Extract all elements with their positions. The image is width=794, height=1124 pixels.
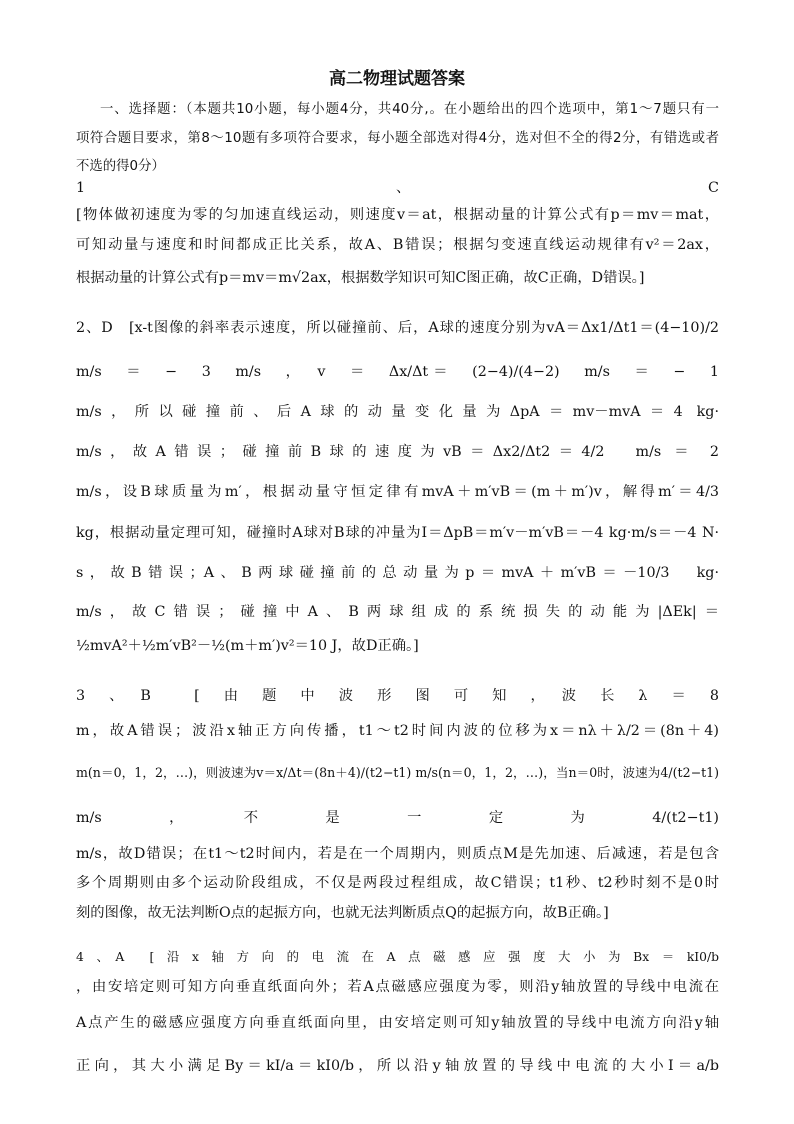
q4-line: A点产生的磁感应强度方向垂直纸面向里，由安培定则可知y轴放置的导线中电流方向沿y轴 xyxy=(76,1015,719,1031)
q2-line: m/s ＝ − 3 m/s ， v ＝ Δx/Δt＝ (2−4)/(4−2) m/s ＝ − 1 xyxy=(76,364,719,380)
q2-line: s，故B错误；A、B两球碰撞前的总动量为p＝mvA＋m′vB＝－10/3 kg· xyxy=(76,565,719,581)
q2-line: 2、D [x-t图像的斜率表示速度，所以碰撞前、后，A球的速度分别为vA＝Δx1/Δt1＝(4−10)/2 xyxy=(76,320,719,336)
q1-number: 1 xyxy=(76,180,86,196)
section-intro-line: 不选的得0分） xyxy=(76,159,165,174)
q4-line: 正向，其大小满足By＝kI/a＝kI0/b，所以沿y轴放置的导线中电流的大小I＝a/b xyxy=(76,1058,719,1074)
q2-line: m/s，设B球质量为m′，根据动量守恒定律有mvA＋m′vB＝(m＋m′)v，解得m′＝4/3 xyxy=(76,484,719,500)
q4-line: 4 、 A [ 沿 x 轴 方 向 的 电 流 在 A 点 磁 感 应 强 度 大 小 为 Bx ＝ kI0/b xyxy=(76,950,719,964)
q1-answer: C xyxy=(708,180,719,196)
q2-line: m/s，故A错误；碰撞前B球的速度为vB＝Δx2/Δt2＝4/2 m/s ＝ 2 xyxy=(76,444,719,460)
q2-line: m/s，所以碰撞前、后A球的动量变化量为ΔpA＝mv－mvA＝4 kg· xyxy=(76,404,719,420)
q1-line: [物体做初速度为零的匀加速直线运动，则速度v＝at，根据动量的计算公式有p＝mv＝mat， xyxy=(76,207,719,223)
q3-line: 多个周期则由多个运动阶段组成，不仅是两段过程组成，故C错误；t1秒、t2秒时刻不是0时 xyxy=(76,875,719,891)
q2-line: kg，根据动量定理可知，碰撞时A球对B球的冲量为I＝ΔpB＝m′v－m′vB＝－4 kg·m/s＝－4 N· xyxy=(76,525,719,541)
q3-line: 刻的图像，故无法判断O点的起振方向，也就无法判断质点Q的起振方向，故B正确。] xyxy=(76,905,609,921)
page-title: 高二物理试题答案 xyxy=(329,69,465,89)
q3-line: m/s，故D错误；在t1～t2时间内，若是在一个周期内，则质点M是先加速、后减速，若是包含 xyxy=(76,846,719,862)
q3-line: m，故A错误；波沿x轴正方向传播，t1～t2时间内波的位移为x＝nλ＋λ/2＝(8n＋4) xyxy=(76,723,719,739)
section-intro-line: 项符合题目要求，第8～10题有多项符合要求，每小题全部选对得4分，选对但不全的得2分，有错选或者 xyxy=(76,131,719,146)
q3-line: m/s ， 不 是 一 定 为 4/(t2−t1) xyxy=(76,810,719,826)
q1-separator: 、 xyxy=(396,180,411,196)
q1-line: 根据动量的计算公式有p＝mv＝m√2ax，根据数学知识可知C图正确，故C正确，D错误。] xyxy=(76,270,645,286)
q2-line: ½mvA²＋½m′vB²－½(m＋m′)v²＝10 J，故D正确。] xyxy=(76,638,419,654)
q4-line: ，由安培定则可知方向垂直纸面向外；若A点磁感应强度为零，则沿y轴放置的导线中电流在 xyxy=(76,979,719,995)
q3-line: 3 、 B [ 由 题 中 波 形 图 可 知 ， 波 长 λ ＝ 8 xyxy=(76,688,719,704)
q1-line: 可知动量与速度和时间都成正比关系，故A、B错误；根据匀变速直线运动规律有v²＝2ax， xyxy=(76,237,719,253)
section-intro-line: 一、选择题：（本题共10小题，每小题4分，共40分,。在小题给出的四个选项中，第1～7题只有一 xyxy=(100,102,719,117)
q3-line: m(n＝0，1，2，…)，则波速为v＝x/Δt＝(8n＋4)/(t2−t1) m/s(n＝0，1，2，…)，当n＝0时，波速为4/(t2−t1) xyxy=(76,765,719,780)
q2-line: m/s，故C错误；碰撞中A、B两球组成的系统损失的动能为|ΔEk|＝ xyxy=(76,604,719,620)
